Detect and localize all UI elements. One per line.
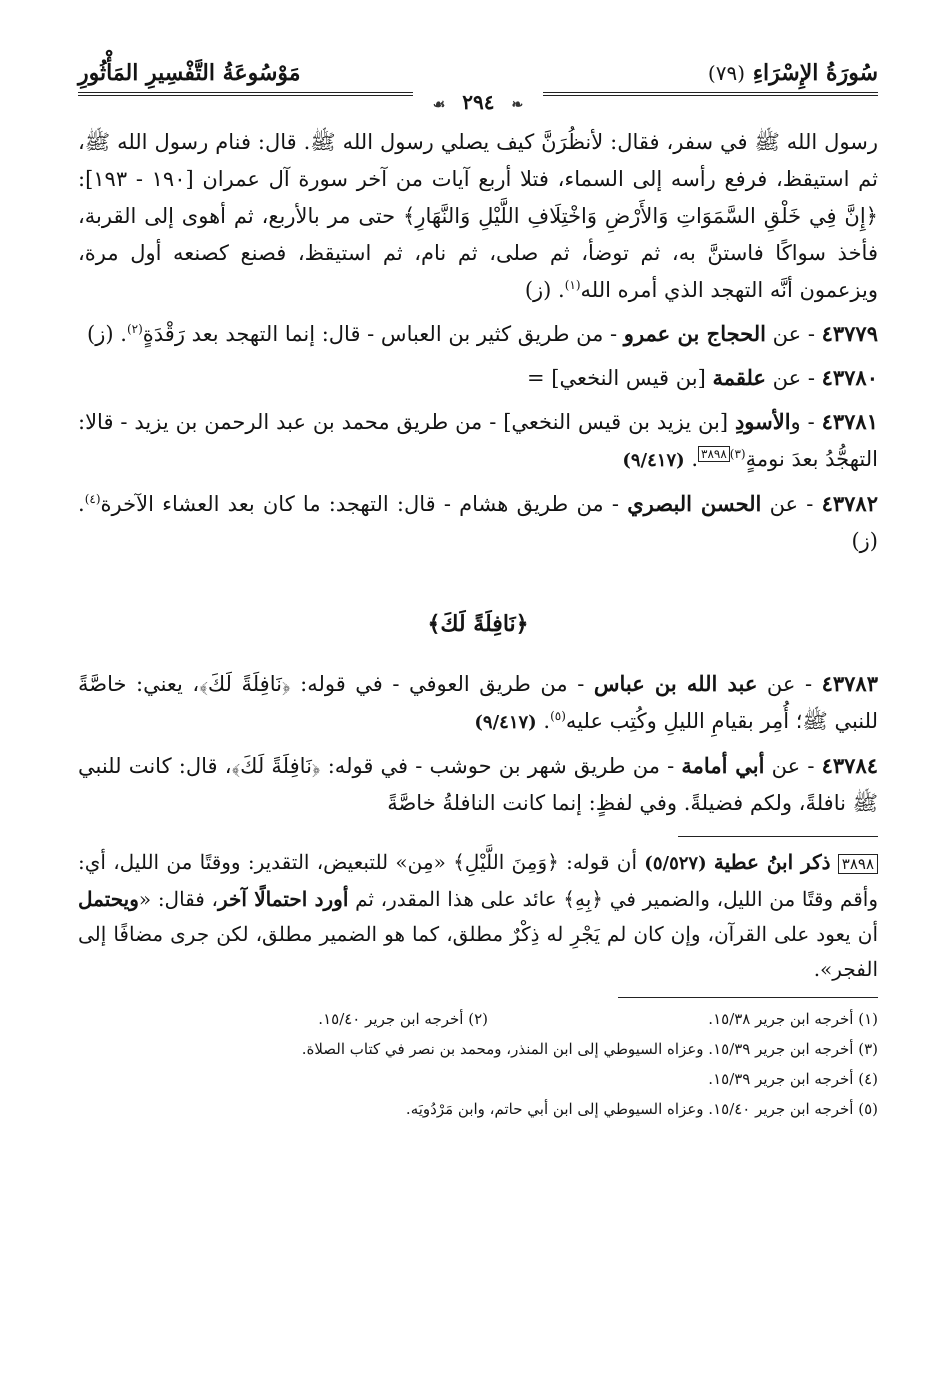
footnote-row xyxy=(78,1004,878,1034)
volume-ref: (٩/٤١٧) xyxy=(622,450,685,471)
volume-ref: (٩/٤١٧) xyxy=(474,712,537,733)
entry-43784 xyxy=(78,747,878,822)
entry-text: [بن قيس النخعي] = xyxy=(527,366,713,390)
surah-name: سُورَةُ الإِسْرَاءِ xyxy=(752,60,878,86)
paragraph-intro xyxy=(78,124,878,309)
editor-note xyxy=(78,845,878,987)
entry-number: ٤٣٧٨٢ xyxy=(821,491,878,516)
intro-text: رسول الله ﷺ في سفر، فقال: لأنظُرَنَّ كيف يصلي رسول الله ﷺ. قال: فنام رسول الله ﷺ، ثم استيقظ، فرفع رأسه إلى السماء، فتلا أربع آيات من آخر سورة آل عمران [١٩٠ - ١٩٣]: ﴿إِنَّ فِي خَلْقِ السَّمَوَاتِ وَالأَرْضِ وَاخْتِلَافِ اللَّيْلِ وَالنَّهَارِ﴾ حتى مر بالأربع، ثم أهوى إلى القربة، فأخذ سواكًا فاستنَّ به، ثم توضأ، ثم صلى، ثم نام، ثم استيقظ، فصنع كصنعه أول مرة، ويزعمون أنَّه التهجد الذي أمره الله xyxy=(78,130,878,302)
entry-text: - من طريق شهر بن حوشب - في قوله: ﴿نَافِلَةً لَكَ﴾، قال: كانت للنبي ﷺ نافلةً، ولكم فضيلةً. وفي لفظٍ: إنما كانت النافلةُ خاصَّةً xyxy=(78,754,878,815)
narrator-name: علقمة xyxy=(712,365,766,390)
entry-text: [بن يزيد بن قيس النخعي] - من طريق محمد بن عبد الرحمن بن يزيد - قالا: التهجُّدُ بعدَ نومةٍ xyxy=(78,410,878,471)
entry-number: ٤٣٧٨٣ xyxy=(821,671,878,696)
footnote-1: (١) أخرجه ابن جرير ١٥/٣٨. xyxy=(708,1010,878,1028)
running-header xyxy=(78,60,878,114)
intro-end: . (ز) xyxy=(524,278,565,302)
entry-end: . xyxy=(536,709,551,733)
note-separator xyxy=(678,836,878,837)
entry-text: - من طريق العوفي - في قوله: ﴿نَافِلَةً لَكَ﴾، يعني: خاصَّةً للنبي ﷺ؛ أُمِر بقيامِ الليلِ وكُتِب عليه xyxy=(78,672,878,733)
note-marker: ٣٨٩٨ xyxy=(698,446,730,462)
surah-number: (٧٩) xyxy=(707,61,746,85)
ornament-icon: ☙ xyxy=(423,97,456,113)
footnote-4: (٤) أخرجه ابن جرير ١٥/٣٩. xyxy=(708,1070,878,1088)
entry-43779 xyxy=(78,315,878,353)
entry-connector: - عن xyxy=(765,366,822,390)
entry-43782 xyxy=(78,485,878,560)
footnote-ref: (١) xyxy=(564,278,581,292)
narrator-name: الحسن البصري xyxy=(627,491,762,516)
note-source-ref: (٥/٥٢٧) xyxy=(644,853,707,874)
page xyxy=(78,60,878,1124)
entry-number: ٤٣٧٨٤ xyxy=(821,753,879,778)
main-text xyxy=(78,124,878,822)
narrator-name: الحجاج بن عمرو xyxy=(623,321,766,346)
page-number xyxy=(78,90,878,114)
footnote-3: (٣) أخرجه ابن جرير ١٥/٣٩. وعزاه السيوطي إلى ابن المنذر، ومحمد بن نصر في كتاب الصلاة. xyxy=(301,1040,878,1058)
entry-text: - من طريق كثير بن العباس - قال: إنما التهجد بعد رَقْدَةٍ xyxy=(142,322,624,346)
note-text: أن يعود على القرآن، وإن كان لم يَجْرِ له ذِكْرٌ مطلق، كما هو الضمير مطلق، لكن جرى مضافًا إلى الفجر». xyxy=(78,922,878,981)
narrator-name: الأسودِ xyxy=(734,409,791,434)
entry-43781 xyxy=(78,403,878,479)
entry-connector: - عن xyxy=(761,492,822,516)
footnote-ref: (٣) xyxy=(729,447,746,461)
section-heading: ﴿نَافِلَةً لَكَ﴾ xyxy=(427,611,529,637)
note-text: أن قوله: ﴿وَمِنَ اللَّيْلِ﴾ «مِن» للتبعيض، التقدير: ووقتًا من الليل، أي: وأقم وقتًا من الليل، والضمير في ﴿بِهِ﴾ عائد على هذا المقدر، ثم xyxy=(78,850,878,911)
entry-end: . (ز) xyxy=(87,322,127,346)
narrator-name: أبي أمامة xyxy=(681,753,765,778)
note-number: ٣٨٩٨ xyxy=(838,854,878,874)
entry-end: . xyxy=(684,447,698,471)
entry-number: ٤٣٧٧٩ xyxy=(821,321,878,346)
footnote-ref: (٤) xyxy=(84,492,101,506)
entry-number: ٤٣٧٨٠ xyxy=(821,365,878,390)
footnotes xyxy=(78,1004,878,1124)
narrator-name: عبد الله بن عباس xyxy=(593,671,758,696)
entry-connector: - عن xyxy=(757,672,822,696)
entry-43783 xyxy=(78,665,878,741)
footnote-2: (٢) أخرجه ابن جرير ١٥/٤٠. xyxy=(318,1010,488,1028)
surah-title xyxy=(708,60,878,86)
footnote-ref: (٢) xyxy=(126,322,143,336)
note-text: ، فقال: « xyxy=(138,887,219,911)
note-author: ذكر ابنُ عطية xyxy=(713,850,831,874)
entry-connector: - و xyxy=(790,410,822,434)
ornament-icon: ❧ xyxy=(502,97,534,113)
page-number-value: ٢٩٤ xyxy=(462,90,495,114)
footnote-separator xyxy=(618,997,878,998)
footnote-ref: (٥) xyxy=(550,709,566,723)
note-emphasis: ويحتمل xyxy=(78,887,139,911)
note-emphasis: أورد احتمالًا آخر xyxy=(218,887,349,911)
entry-end: . (ز) xyxy=(78,492,878,553)
book-title: مَوْسُوعَةُ التَّفْسِيرِ المَأْثُورِ xyxy=(78,60,301,86)
entry-connector: - عن xyxy=(764,754,822,778)
entry-connector: - عن xyxy=(765,322,822,346)
entry-text: - من طريق هشام - قال: التهجد: ما كان بعد العشاء الآخرة xyxy=(100,492,628,516)
entry-43780 xyxy=(78,359,878,397)
entry-number: ٤٣٧٨١ xyxy=(821,409,878,434)
footnote-5: (٥) أخرجه ابن جرير ١٥/٤٠. وعزاه السيوطي إلى ابن أبي حاتم، وابن مَرْدُويَه. xyxy=(405,1100,878,1118)
